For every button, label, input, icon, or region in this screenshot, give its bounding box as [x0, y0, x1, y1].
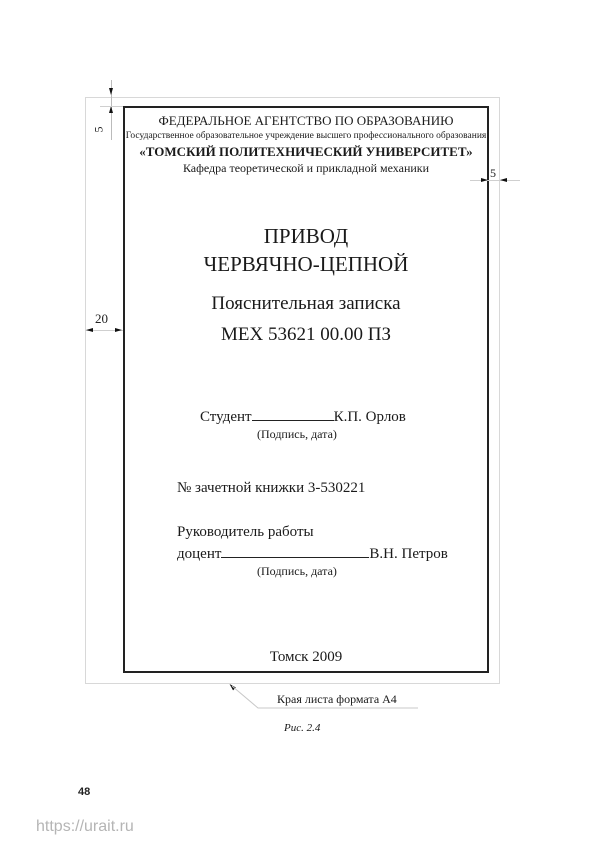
agency-name: ФЕДЕРАЛЬНОЕ АГЕНТСТВО ПО ОБРАЗОВАНИЮ — [158, 113, 454, 128]
supervisor-signature-hint: (Подпись, дата) — [257, 564, 337, 578]
arrow-right-icon — [481, 178, 488, 182]
extension-line — [100, 106, 123, 107]
arrow-left-icon — [500, 178, 507, 182]
document-type: Пояснительная записка — [211, 293, 401, 314]
record-book-number: № зачетной книжки 3-530221 — [177, 480, 366, 496]
student-signature-line — [252, 406, 334, 421]
student-label: Студент — [200, 409, 252, 425]
supervisor-row — [177, 543, 448, 563]
figure-caption: Рис. 2.4 — [284, 722, 321, 734]
university-name: «ТОМСКИЙ ПОЛИТЕХНИЧЕСКИЙ УНИВЕРСИТЕТ» — [139, 144, 473, 159]
supervisor-title: доцент — [177, 546, 222, 562]
top-dimension-value: 5 — [91, 126, 106, 133]
supervisor-name: В.Н. Петров — [369, 546, 448, 562]
student-signature-hint: (Подпись, дата) — [257, 427, 337, 441]
arrow-down-icon — [109, 88, 113, 95]
institution-type: Государственное образовательное учреждение высшего профессионального образования — [125, 131, 487, 141]
project-title-line1: ПРИВОД — [263, 224, 349, 248]
callout-label: Края листа формата А4 — [277, 692, 397, 706]
supervisor-signature-line — [221, 543, 369, 558]
arrow-left-icon — [86, 328, 93, 332]
document-code: МЕХ 53621 00.00 ПЗ — [221, 324, 391, 345]
title-frame — [123, 106, 489, 673]
department-name: Кафедра теоретической и прикладной механики — [182, 161, 430, 175]
page-number: 48 — [78, 786, 91, 798]
watermark-link[interactable]: https://urait.ru — [36, 818, 134, 835]
city-year: Томск 2009 — [269, 649, 343, 665]
arrow-up-icon — [109, 106, 113, 113]
student-row — [200, 406, 406, 426]
left-dimension-value: 20 — [95, 311, 108, 326]
project-title-line2: ЧЕРВЯЧНО-ЦЕПНОЙ — [203, 252, 409, 276]
right-dimension-value: 5 — [490, 166, 496, 180]
arrow-right-icon — [115, 328, 122, 332]
student-name: К.П. Орлов — [333, 409, 406, 425]
supervisor-label: Руководитель работы — [177, 524, 314, 540]
